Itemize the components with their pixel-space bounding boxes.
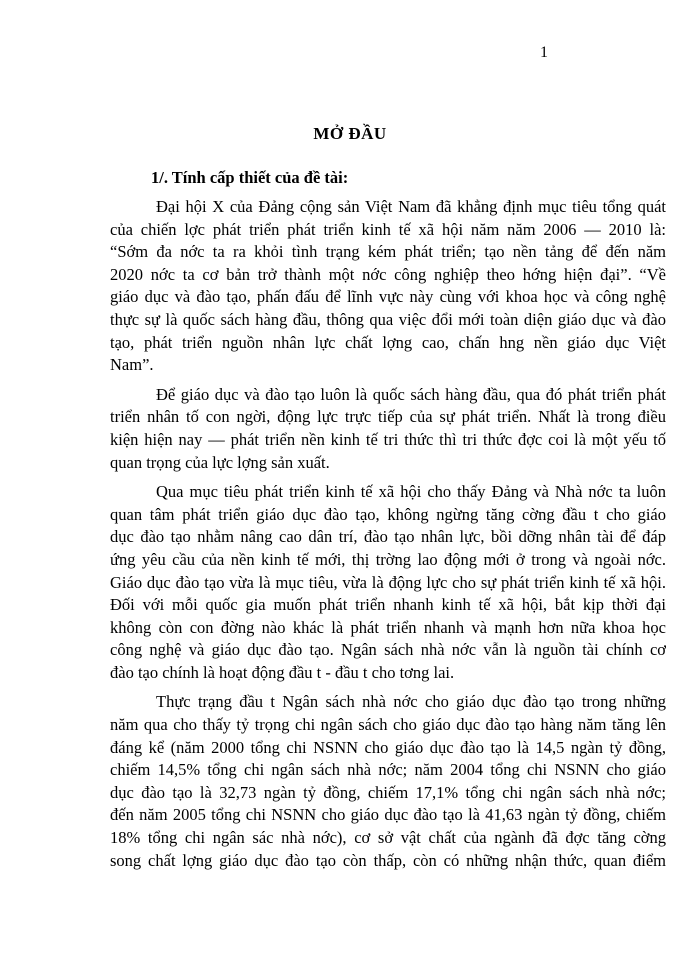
text-line: 18% tổng chi ngân sác nhà nớc), cơ sở vật chất của ngành đã đợc tăng cờng [110, 828, 666, 848]
text-line: không còn con đờng nào khác là phát triển nhanh và mạnh hơn nữa khoa học [110, 617, 666, 637]
section-heading: 1/. Tính cấp thiết của đề tài: [151, 168, 349, 187]
text-line: đào tạo chính là hoạt động đầu t - đầu t cho tơng lai. [110, 662, 455, 682]
text-line: Đại hội X của Đảng cộng sản Việt Nam đã khẳng định mục tiêu tổng quát [156, 197, 666, 216]
body-text [110, 196, 666, 879]
text-line: Để giáo dục và đào tạo luôn là quốc sách hàng đầu, qua đó phát triển phát [156, 384, 666, 404]
text-line: triển nhân tố con ngời, động lực trực tiếp của sự phát triển. Nhất là trong điều [110, 407, 666, 427]
text-line: công nghệ và giáo dục đào tạo. Ngân sách nhà nớc vẫn là nguồn tài chính cơ [110, 640, 666, 660]
text-line: “Sớm đa nớc ta ra khỏi tình trạng kém phát triển; tạo nền tảng để đến năm [110, 242, 666, 262]
text-line: của chiến lợc phát triển phát triển kinh tế xã hội năm năm 2006 — 2010 là: [110, 219, 666, 239]
text-line: song chất lợng giáo dục đào tạo còn thấp, còn có những nhận thức, quan điểm [110, 850, 666, 870]
text-line: giáo dục và đào tạo, phấn đấu để lĩnh vực này cùng với khoa học và công nghệ [110, 287, 666, 307]
text-line: tạo, phát triển nguồn nhân lực chất lợng cao, chấn hng nền giáo dục Việt [110, 332, 666, 352]
page-number: 1 [540, 44, 548, 61]
paragraph-1 [110, 196, 666, 377]
text-line: thực sự là quốc sách hàng đầu, thông qua việc đổi mới toàn diện giáo dục và đào [110, 309, 666, 329]
page-title: MỞ ĐẦU [313, 124, 387, 143]
text-line: năm qua cho thấy tỷ trọng chi ngân sách cho giáo dục đào tạo hàng năm tăng lên [110, 715, 666, 735]
text-line: Đối với mỗi quốc gia muốn phát triển nhanh kinh tế xã hội, bắt kịp thời đại [110, 595, 666, 615]
text-line: Qua mục tiêu phát triển kinh tế xã hội cho thấy Đảng và Nhà nớc ta luôn [156, 482, 666, 502]
text-line: đáng kể (năm 2000 tổng chi NSNN cho giáo dục đào tạo là 14,5 ngàn tỷ đồng, [110, 737, 666, 757]
text-line: Nam”. [110, 355, 154, 375]
text-line: Thực trạng đầu t Ngân sách nhà nớc cho giáo dục đào tạo trong những [156, 692, 666, 712]
text-line: kiện hiện nay — phát triển nền kinh tế tri thức thì tri thức đợc coi là một yếu tố [110, 429, 666, 449]
text-line: Giáo dục đào tạo vừa là mục tiêu, vừa là động lực cho sự phát triển kinh tế xã hội. [110, 572, 666, 592]
text-line: dục đào tạo là 32,73 ngàn tỷ đồng, chiếm 17,1% tổng chi ngân sách nhà nớc; [110, 782, 666, 802]
text-line: 2020 nớc ta cơ bản trở thành một nớc công nghiệp theo hớng hiện đại”. “Về [110, 264, 666, 284]
text-line: ứng yêu cầu của nền kinh tế mới, thị trờng lao động mới ở trong và ngoài nớc. [110, 549, 666, 569]
paragraph-3 [110, 481, 666, 684]
text-line: chiếm 14,5% tổng chi ngân sách nhà nớc; năm 2004 tổng chi NSNN cho giáo [110, 760, 666, 780]
text-line: quan tâm phát triển giáo dục đào tạo, không ngừng tăng cờng đầu t cho giáo [110, 504, 666, 524]
paragraph-2 [110, 384, 666, 474]
text-line: quan trọng của lực lợng sản xuất. [110, 452, 330, 472]
text-line: đến năm 2005 tổng chi NSNN cho giáo dục đào tạo là 41,63 ngàn tỷ đồng, chiếm [110, 805, 666, 825]
text-line: dục đào tạo nhằm nâng cao dân trí, đào tạo nhân lực, bồi dỡng nhân tài để đáp [110, 527, 666, 547]
paragraph-4 [110, 691, 666, 872]
